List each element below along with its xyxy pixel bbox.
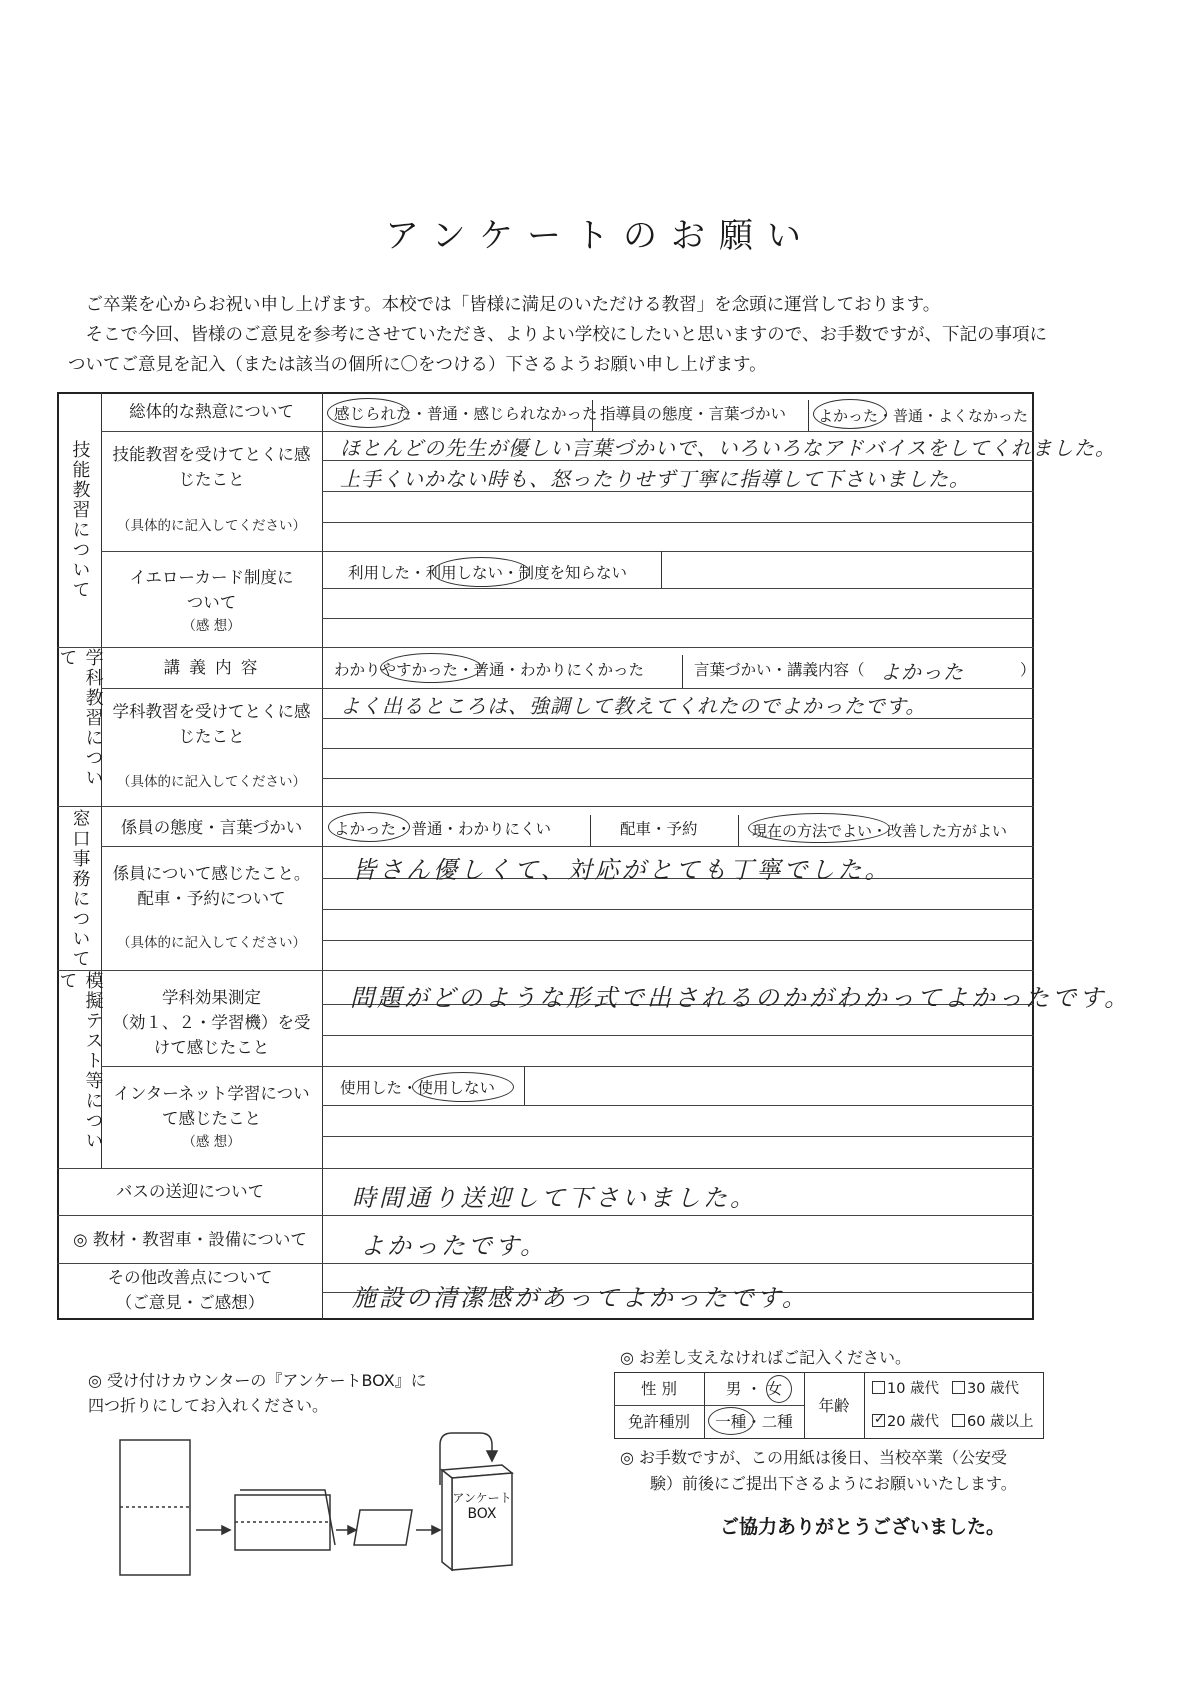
label-internet-2: て感じたこと bbox=[162, 1109, 261, 1128]
answer-staff-feel[interactable]: 皆さん優しくて、対応がとても丁寧でした。 bbox=[352, 856, 892, 884]
label-gender: 性 別 bbox=[641, 1380, 677, 1398]
label-internet-3: （感 想） bbox=[182, 1134, 241, 1150]
writing-line bbox=[322, 748, 1034, 749]
answer-test[interactable]: 問題がどのような形式で出されるのかがわかってよかったです。 bbox=[350, 984, 1132, 1012]
bracket-close: ） bbox=[1020, 661, 1036, 679]
label-other-2: （ご意見・ご感想） bbox=[115, 1293, 265, 1312]
label-academic-2: じたこと bbox=[178, 727, 245, 746]
label-staff-feel-1: 係員について感じたこと。 bbox=[112, 864, 311, 883]
selection-circle bbox=[748, 813, 890, 843]
age-30-label: 30 歳代 bbox=[967, 1381, 1020, 1397]
cell-divider bbox=[524, 1066, 525, 1105]
label-test-3: けて感じたこと bbox=[153, 1038, 270, 1057]
writing-line bbox=[322, 588, 1034, 589]
box-label bbox=[451, 1490, 513, 1522]
arrow-right-icon bbox=[416, 1526, 440, 1534]
options-dispatch[interactable]: 現在の方法でよい・改善した方がよい bbox=[752, 822, 1008, 840]
row-separator bbox=[57, 1168, 1034, 1169]
age-60-label: 60 歳以上 bbox=[967, 1414, 1034, 1430]
answer-academic[interactable]: よく出るところは、強調して教えてくれたのでよかったです。 bbox=[340, 694, 927, 718]
note-practical: （具体的に記入してください） bbox=[117, 518, 306, 534]
arrow-right-icon bbox=[196, 1526, 230, 1534]
age-60-checkbox[interactable] bbox=[952, 1411, 1034, 1433]
optional-note: ◎ お差し支えなければご記入ください。 bbox=[620, 1348, 912, 1367]
section-mock-test: 模擬テスト等について bbox=[56, 971, 104, 1151]
options-yellow-card[interactable]: 利用した・利用しない・制度を知らない bbox=[348, 564, 628, 582]
age-30-checkbox[interactable] bbox=[952, 1378, 1019, 1400]
writing-line bbox=[322, 1105, 1034, 1106]
answer-other[interactable]: 施設の清潔感があってよかったです。 bbox=[352, 1284, 809, 1312]
label-dispatch: 配車・予約 bbox=[620, 820, 698, 838]
box-label-1: アンケート bbox=[452, 1491, 512, 1505]
intro-line-2: そこで今回、皆様のご意見を参考にさせていただき、よりよい学校にしたいと思いますので、お手数ですが、下記の事項に bbox=[85, 325, 1047, 345]
selection-circle bbox=[412, 1072, 514, 1102]
cell-divider bbox=[590, 815, 591, 846]
row-separator bbox=[57, 970, 1034, 971]
check-mark-icon: ✓ bbox=[874, 1412, 885, 1427]
label-test-2: （効１、２・学習機）を受 bbox=[112, 1013, 311, 1032]
answer-materials[interactable]: よかったです。 bbox=[360, 1232, 548, 1260]
row-separator bbox=[101, 1066, 1034, 1067]
selection-circle bbox=[328, 812, 410, 842]
age-20-label: 20 歳代 bbox=[887, 1414, 940, 1430]
writing-line bbox=[322, 940, 1034, 941]
label-license: 免許種別 bbox=[627, 1413, 690, 1431]
age-10-label: 10 歳代 bbox=[887, 1381, 940, 1397]
writing-line bbox=[322, 1136, 1034, 1137]
age-20-checkbox[interactable] bbox=[872, 1411, 939, 1433]
options-lecture[interactable]: わかりやすかった・普通・わかりにくかった bbox=[334, 661, 645, 679]
selection-circle bbox=[380, 653, 482, 683]
selection-circle bbox=[432, 557, 530, 587]
box-note-1: ◎ 受け付けカウンターの『アンケートBOX』に bbox=[88, 1371, 427, 1390]
row-separator bbox=[57, 806, 1034, 807]
row-separator bbox=[57, 1263, 1034, 1264]
selection-circle bbox=[708, 1407, 754, 1435]
label-internet-1: インターネット学習につい bbox=[113, 1084, 310, 1103]
label-practical-1: 技能教習を受けてとくに感 bbox=[112, 445, 311, 464]
selection-circle bbox=[813, 399, 887, 429]
cell-divider bbox=[738, 815, 739, 846]
folded-paper-icon bbox=[235, 1490, 335, 1550]
intro-text bbox=[68, 290, 1148, 380]
writing-line bbox=[322, 778, 1034, 779]
writing-line bbox=[322, 909, 1034, 910]
paper-icon bbox=[120, 1440, 190, 1575]
row-separator bbox=[101, 688, 1034, 689]
answer-lecture[interactable]: よかった bbox=[880, 660, 964, 684]
submit-note-1: ◎ お手数ですが、この用紙は後日、当校卒業（公安受 bbox=[620, 1448, 1008, 1467]
label-instructor-attitude: 指導員の態度・言葉づかい bbox=[600, 405, 787, 423]
label-staff-feel-2: 配車・予約について bbox=[137, 889, 286, 908]
intro-line-1: ご卒業を心からお祝い申し上げます。本校では「皆様に満足のいただける教習」を念頭に運営しております。 bbox=[85, 295, 941, 315]
label-yellow-2: ついて bbox=[186, 593, 237, 612]
writing-line bbox=[322, 618, 1034, 619]
label-lecture: 講 義 内 容 bbox=[163, 658, 260, 677]
row-separator bbox=[57, 1215, 1034, 1216]
options-license[interactable]: 一種・二種 bbox=[715, 1413, 793, 1431]
age-10-checkbox[interactable] bbox=[872, 1378, 939, 1400]
label-test-1: 学科効果測定 bbox=[162, 988, 261, 1007]
options-instructor-attitude[interactable]: よかった・普通・よくなかった bbox=[818, 407, 1029, 425]
selection-circle bbox=[327, 398, 409, 428]
label-other-1: その他改善点について bbox=[107, 1268, 273, 1287]
answer-practical-2[interactable]: 上手くいかない時も、怒ったりせず丁寧に指導して下さいました。 bbox=[340, 467, 970, 491]
section-office: 窓口事務について bbox=[69, 808, 91, 969]
quarter-folded-paper-icon bbox=[354, 1510, 412, 1545]
options-gender[interactable]: 男 ・ 女 bbox=[725, 1380, 783, 1398]
row-separator bbox=[614, 1405, 804, 1406]
label-staff-attitude: 係員の態度・言葉づかい bbox=[120, 818, 303, 837]
submit-note-2: 験）前後にご提出下さるようにお願いいたします。 bbox=[650, 1474, 1017, 1493]
section-practical: 技能教習について bbox=[69, 439, 91, 600]
row-separator bbox=[57, 647, 1034, 648]
options-internet[interactable]: 使用した・使用しない bbox=[340, 1079, 496, 1097]
answer-practical-1[interactable]: ほとんどの先生が優しい言葉づかいで、いろいろなアドバイスをしてくれました。 bbox=[340, 436, 1116, 460]
note-academic: （具体的に記入してください） bbox=[117, 774, 306, 790]
options-enthusiasm[interactable]: 感じられた・普通・感じられなかった bbox=[334, 405, 598, 423]
label-materials: ◎ 教材・教習車・設備について bbox=[73, 1230, 307, 1249]
label-bus: バスの送迎について bbox=[115, 1182, 265, 1201]
note-staff-feel: （具体的に記入してください） bbox=[117, 935, 306, 951]
section-academic: 学科教習について bbox=[56, 648, 104, 788]
row-separator bbox=[101, 846, 1034, 847]
label-academic-1: 学科教習を受けてとくに感 bbox=[112, 702, 311, 721]
selection-circle bbox=[766, 1375, 792, 1403]
writing-line bbox=[322, 522, 1034, 523]
options-staff-attitude[interactable]: よかった・普通・わかりにくい bbox=[334, 820, 552, 838]
cell-divider bbox=[808, 400, 809, 431]
cell-divider bbox=[682, 655, 683, 688]
thanks-text: ご協力ありがとうございました。 bbox=[720, 1516, 1006, 1538]
row-separator bbox=[101, 551, 1034, 552]
label-yellow-1: イエローカード制度に bbox=[129, 568, 294, 587]
box-note-2: 四つ折りにしてお入れください。 bbox=[88, 1396, 329, 1415]
cell-divider bbox=[592, 400, 593, 431]
label-yellow-3: （感 想） bbox=[182, 618, 241, 634]
label-enthusiasm: 総体的な熱意について bbox=[129, 402, 294, 421]
cell-divider bbox=[661, 551, 662, 588]
arrow-right-icon bbox=[336, 1526, 356, 1534]
writing-line bbox=[322, 1035, 1034, 1036]
label-lecture-language: 言葉づかい・講義内容（ bbox=[694, 661, 865, 679]
label-divider bbox=[322, 392, 323, 1320]
box-label-2: BOX bbox=[467, 1506, 497, 1522]
cell-divider bbox=[864, 1372, 865, 1439]
intro-line-3: ついてご意見を記入（または該当の個所に〇をつける）下さるようお願い申し上げます。 bbox=[68, 355, 767, 375]
page-title: アンケートのお願い bbox=[385, 216, 815, 256]
label-age: 年齢 bbox=[818, 1397, 850, 1415]
label-practical-2: じたこと bbox=[178, 470, 245, 489]
answer-bus[interactable]: 時間通り送迎して下さいました。 bbox=[352, 1184, 757, 1212]
